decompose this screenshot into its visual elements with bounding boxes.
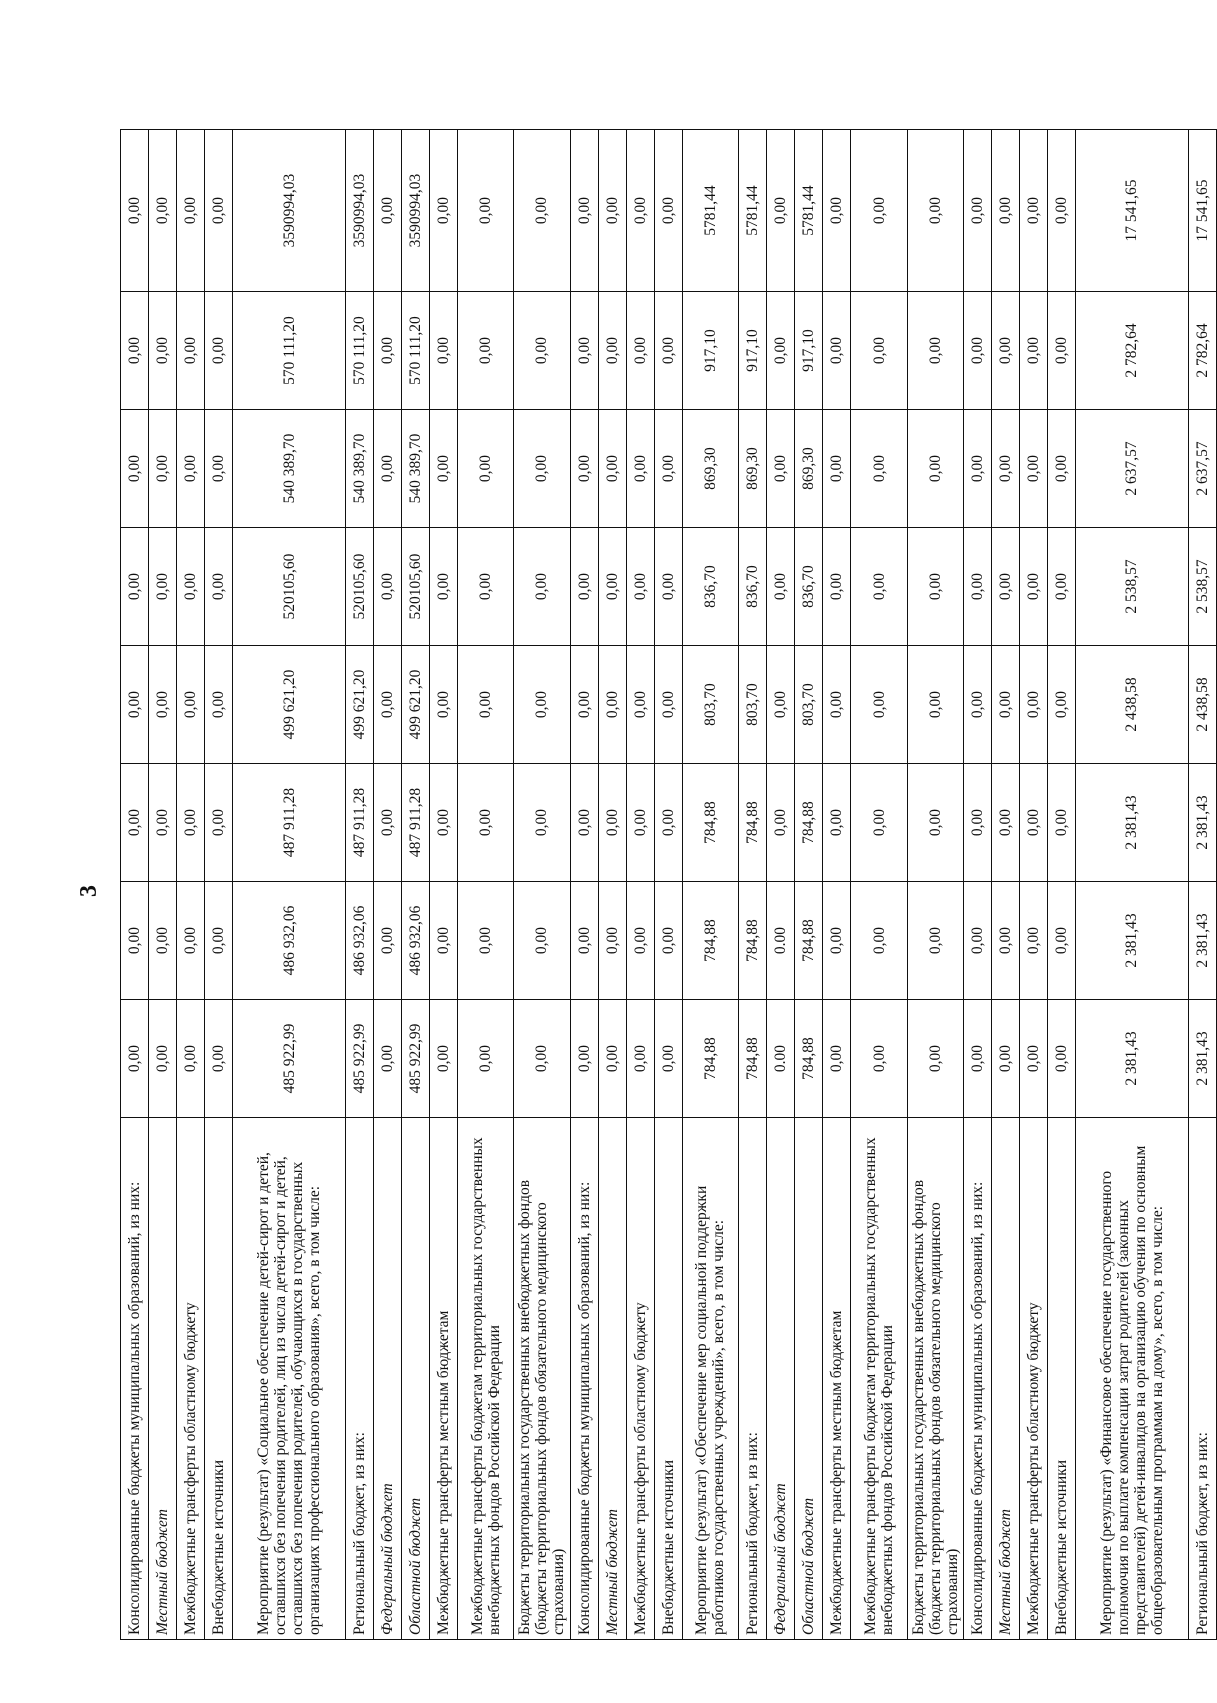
row-label: Региональный бюджет, из них: bbox=[1188, 1118, 1216, 1640]
row-value: 0,00 bbox=[1048, 764, 1076, 882]
row-value: 0,00 bbox=[430, 764, 458, 882]
table-row bbox=[626, 130, 654, 1640]
row-value: 0,00 bbox=[149, 292, 177, 410]
row-value: 917,10 bbox=[739, 292, 767, 410]
row-value: 0,00 bbox=[626, 882, 654, 1000]
row-label: Внебюджетные источники bbox=[1048, 1118, 1076, 1640]
row-value: 0.00 bbox=[767, 882, 795, 1000]
row-value: 0,00 bbox=[1048, 646, 1076, 764]
row-value: 0,00 bbox=[121, 1000, 149, 1118]
row-value: 499 621,20 bbox=[401, 646, 429, 764]
table-row bbox=[345, 130, 373, 1640]
table-row bbox=[1188, 130, 1216, 1640]
row-label: Консолидированные бюджеты муниципальных образований, из них: bbox=[963, 1118, 991, 1640]
row-value: 0,00 bbox=[907, 646, 963, 764]
table-row bbox=[121, 130, 149, 1640]
row-value: 784,88 bbox=[739, 764, 767, 882]
row-value: 0.00 bbox=[767, 1000, 795, 1118]
row-label: Областной бюджет bbox=[795, 1118, 823, 1640]
table-row bbox=[570, 130, 598, 1640]
row-value: 0,00 bbox=[1048, 410, 1076, 528]
row-value: 0,00 bbox=[823, 528, 851, 646]
row-value: 0,00 bbox=[626, 764, 654, 882]
row-value: 0,00 bbox=[570, 646, 598, 764]
row-value: 0,00 bbox=[823, 764, 851, 882]
row-value: 0,00 bbox=[570, 882, 598, 1000]
row-value: 487 911,28 bbox=[233, 764, 345, 882]
row-value: 0,00 bbox=[373, 292, 401, 410]
row-label: Областной бюджет bbox=[401, 1118, 429, 1640]
row-value: 0,00 bbox=[205, 130, 233, 292]
row-value: 784,88 bbox=[795, 764, 823, 882]
row-value: 0,00 bbox=[823, 646, 851, 764]
row-value: 0,00 bbox=[430, 1000, 458, 1118]
row-value: 0,00 bbox=[1048, 130, 1076, 292]
table-row bbox=[1048, 130, 1076, 1640]
row-value: 0,00 bbox=[1020, 130, 1048, 292]
row-value: 0,00 bbox=[598, 528, 626, 646]
row-value: 0,00 bbox=[570, 764, 598, 882]
row-value: 520105,60 bbox=[233, 528, 345, 646]
row-value: 570 111,20 bbox=[345, 292, 373, 410]
row-value: 0,00 bbox=[205, 882, 233, 1000]
row-value: 0,00 bbox=[1020, 410, 1048, 528]
row-value: 0,00 bbox=[205, 1000, 233, 1118]
row-label: Внебюджетные источники bbox=[205, 1118, 233, 1640]
row-value: 3590994,03 bbox=[233, 130, 345, 292]
table-row bbox=[1020, 130, 1048, 1640]
row-value: 0,00 bbox=[823, 882, 851, 1000]
row-value: 0,00 bbox=[121, 646, 149, 764]
table-row bbox=[767, 130, 795, 1640]
row-value: 0,00 bbox=[626, 410, 654, 528]
row-value: 5781,44 bbox=[682, 130, 738, 292]
row-value: 0,00 bbox=[991, 130, 1019, 292]
row-value: 0,00 bbox=[430, 646, 458, 764]
row-value: 0,00 bbox=[823, 130, 851, 292]
row-value: 0,00 bbox=[458, 292, 514, 410]
table-row bbox=[430, 130, 458, 1640]
table-row bbox=[739, 130, 767, 1640]
row-value: 0,00 bbox=[570, 130, 598, 292]
row-value: 0,00 bbox=[177, 1000, 205, 1118]
row-value: 0,00 bbox=[991, 528, 1019, 646]
row-value: 0,00 bbox=[1048, 882, 1076, 1000]
row-value: 0,00 bbox=[514, 292, 570, 410]
row-value: 0,00 bbox=[205, 410, 233, 528]
row-value: 0,00 bbox=[1020, 764, 1048, 882]
row-label: Межбюджетные трансферты бюджетам территориальных государственных внебюджетных фондов Российской Федерации bbox=[851, 1118, 907, 1640]
row-value: 2 438,58 bbox=[1188, 646, 1216, 764]
row-value: 0,00 bbox=[514, 764, 570, 882]
row-value: 2 381,43 bbox=[1188, 882, 1216, 1000]
row-value: 2 438,58 bbox=[1076, 646, 1188, 764]
row-value: 0,00 bbox=[991, 410, 1019, 528]
row-value: 0,00 bbox=[570, 528, 598, 646]
table-row bbox=[654, 130, 682, 1640]
row-value: 0,00 bbox=[767, 130, 795, 292]
row-value: 2 538,57 bbox=[1076, 528, 1188, 646]
row-value: 520105,60 bbox=[345, 528, 373, 646]
row-value: 0,00 bbox=[177, 410, 205, 528]
row-value: 2 381,43 bbox=[1188, 1000, 1216, 1118]
document-page bbox=[76, 40, 1211, 1640]
table-row bbox=[991, 130, 1019, 1640]
row-value: 0,00 bbox=[177, 528, 205, 646]
row-value: 0,00 bbox=[373, 764, 401, 882]
row-value: 0,00 bbox=[626, 528, 654, 646]
row-label: Межбюджетные трансферты областному бюджету bbox=[177, 1118, 205, 1640]
row-value: 2 782,64 bbox=[1076, 292, 1188, 410]
row-label: Федеральный бюджет bbox=[767, 1118, 795, 1640]
row-value: 0,00 bbox=[626, 130, 654, 292]
row-value: 836,70 bbox=[739, 528, 767, 646]
row-value: 0,00 bbox=[1048, 292, 1076, 410]
row-value: 487 911,28 bbox=[345, 764, 373, 882]
row-value: 0,00 bbox=[121, 528, 149, 646]
row-value: 0,00 bbox=[373, 1000, 401, 1118]
row-value: 0,00 bbox=[514, 882, 570, 1000]
row-value: 2 538,57 bbox=[1188, 528, 1216, 646]
row-label: Местный бюджет bbox=[598, 1118, 626, 1640]
row-value: 486 932,06 bbox=[401, 882, 429, 1000]
row-value: 0,00 bbox=[514, 1000, 570, 1118]
row-value: 0,00 bbox=[598, 882, 626, 1000]
row-value: 0,00 bbox=[373, 410, 401, 528]
row-value: 2 381,43 bbox=[1076, 882, 1188, 1000]
row-value: 0,00 bbox=[570, 1000, 598, 1118]
row-value: 0,00 bbox=[767, 292, 795, 410]
row-value: 485 922,99 bbox=[345, 1000, 373, 1118]
row-label: Консолидированные бюджеты муниципальных образований, из них: bbox=[570, 1118, 598, 1640]
row-value: 0,00 bbox=[1020, 292, 1048, 410]
row-label: Федеральный бюджет bbox=[373, 1118, 401, 1640]
row-value: 0,00 bbox=[991, 764, 1019, 882]
row-value: 0,00 bbox=[851, 882, 907, 1000]
row-value: 0,00 bbox=[458, 764, 514, 882]
row-value: 0,00 bbox=[907, 410, 963, 528]
table-row bbox=[795, 130, 823, 1640]
row-value: 0,00 bbox=[654, 292, 682, 410]
row-value: 3590994,03 bbox=[401, 130, 429, 292]
row-value: 0,00 bbox=[654, 410, 682, 528]
row-value: 0,00 bbox=[1020, 882, 1048, 1000]
row-value: 540 389,70 bbox=[401, 410, 429, 528]
row-value: 0,00 bbox=[851, 528, 907, 646]
row-value: 486 932,06 bbox=[233, 882, 345, 1000]
row-value: 499 621,20 bbox=[233, 646, 345, 764]
row-value: 0,00 bbox=[654, 882, 682, 1000]
row-value: 485 922,99 bbox=[233, 1000, 345, 1118]
row-value: 2 782,64 bbox=[1188, 292, 1216, 410]
row-value: 784,88 bbox=[739, 882, 767, 1000]
row-value: 0,00 bbox=[1048, 528, 1076, 646]
row-value: 0,00 bbox=[991, 292, 1019, 410]
row-label: Межбюджетные трансферты бюджетам территориальных государственных внебюджетных фондов Российской Федерации bbox=[458, 1118, 514, 1640]
table-row bbox=[682, 130, 738, 1640]
row-value: 540 389,70 bbox=[345, 410, 373, 528]
row-value: 0,00 bbox=[514, 646, 570, 764]
row-label: Внебюджетные источники bbox=[654, 1118, 682, 1640]
row-value: 0,00 bbox=[1020, 1000, 1048, 1118]
row-label: Бюджеты территориальных государственных внебюджетных фондов (бюджеты территориальных фондов обязательного медицинского страхования) bbox=[907, 1118, 963, 1640]
row-label: Межбюджетные трансферты областному бюджету bbox=[1020, 1118, 1048, 1640]
row-value: 869,30 bbox=[739, 410, 767, 528]
row-value: 0,00 bbox=[514, 528, 570, 646]
row-value: 0,00 bbox=[907, 882, 963, 1000]
row-value: 0,00 bbox=[205, 764, 233, 882]
row-value: 0,00 bbox=[907, 528, 963, 646]
row-value: 0,00 bbox=[1020, 646, 1048, 764]
row-value: 0,00 bbox=[458, 130, 514, 292]
row-value: 0,00 bbox=[373, 882, 401, 1000]
row-value: 0,00 bbox=[851, 646, 907, 764]
row-value: 0,00 bbox=[458, 1000, 514, 1118]
row-value: 2 381,43 bbox=[1188, 764, 1216, 882]
row-value: 520105,60 bbox=[401, 528, 429, 646]
row-value: 0,00 bbox=[177, 130, 205, 292]
row-value: 784,88 bbox=[795, 882, 823, 1000]
row-value: 0,00 bbox=[907, 292, 963, 410]
row-value: 0,00 bbox=[767, 528, 795, 646]
row-value: 486 932,06 bbox=[345, 882, 373, 1000]
row-value: 2 637,57 bbox=[1076, 410, 1188, 528]
row-value: 0,00 bbox=[598, 410, 626, 528]
row-value: 2 381,43 bbox=[1076, 764, 1188, 882]
table-row bbox=[907, 130, 963, 1640]
row-value: 0,00 bbox=[907, 764, 963, 882]
row-value: 0,00 bbox=[963, 528, 991, 646]
row-value: 0,00 bbox=[205, 646, 233, 764]
row-value: 836,70 bbox=[795, 528, 823, 646]
row-value: 0,00 bbox=[205, 292, 233, 410]
row-value: 0,00 bbox=[149, 130, 177, 292]
row-value: 0,00 bbox=[598, 1000, 626, 1118]
row-value: 0,00 bbox=[963, 410, 991, 528]
row-value: 0,00 bbox=[907, 1000, 963, 1118]
row-value: 0,00 bbox=[823, 292, 851, 410]
row-value: 917,10 bbox=[682, 292, 738, 410]
row-value: 0,00 bbox=[1020, 528, 1048, 646]
row-label: Региональный бюджет, из них: bbox=[739, 1118, 767, 1640]
row-value: 0,00 bbox=[458, 528, 514, 646]
row-label: Мероприятие (результат) «Обеспечение мер социальной поддержки работников государственных учреждений», всего, в том числе: bbox=[682, 1118, 738, 1640]
row-value: 803,70 bbox=[682, 646, 738, 764]
row-value: 0,00 bbox=[598, 764, 626, 882]
row-value: 0,00 bbox=[654, 528, 682, 646]
row-value: 0,00 bbox=[149, 410, 177, 528]
row-value: 0,00 bbox=[121, 764, 149, 882]
row-value: 0,00 bbox=[963, 1000, 991, 1118]
row-value: 0,00 bbox=[121, 130, 149, 292]
row-value: 0,00 bbox=[598, 292, 626, 410]
row-value: 0,00 bbox=[851, 130, 907, 292]
row-value: 0,00 bbox=[963, 292, 991, 410]
row-value: 3590994,03 bbox=[345, 130, 373, 292]
row-value: 0,00 bbox=[121, 882, 149, 1000]
row-value: 0,00 bbox=[430, 528, 458, 646]
row-value: 0,00 bbox=[991, 1000, 1019, 1118]
row-value: 784,88 bbox=[682, 882, 738, 1000]
row-value: 17 541,65 bbox=[1076, 130, 1188, 292]
row-value: 836,70 bbox=[682, 528, 738, 646]
row-value: 0,00 bbox=[149, 1000, 177, 1118]
row-value: 0,00 bbox=[570, 292, 598, 410]
row-value: 0,00 bbox=[626, 646, 654, 764]
row-value: 869,30 bbox=[682, 410, 738, 528]
row-value: 2 637,57 bbox=[1188, 410, 1216, 528]
row-value: 17 541,65 bbox=[1188, 130, 1216, 292]
row-value: 0,00 bbox=[626, 1000, 654, 1118]
row-value: 0,00 bbox=[458, 882, 514, 1000]
row-value: 0,00 bbox=[823, 1000, 851, 1118]
row-value: 0,00 bbox=[963, 130, 991, 292]
table-row bbox=[401, 130, 429, 1640]
row-value: 0,00 bbox=[121, 292, 149, 410]
row-value: 784,88 bbox=[795, 1000, 823, 1118]
row-value: 784,88 bbox=[682, 1000, 738, 1118]
row-value: 0,00 bbox=[177, 882, 205, 1000]
row-value: 0,00 bbox=[177, 646, 205, 764]
row-value: 0,00 bbox=[963, 882, 991, 1000]
budget-table bbox=[120, 129, 1217, 1640]
budget-table-body bbox=[121, 130, 1217, 1640]
row-value: 0,00 bbox=[430, 292, 458, 410]
row-label: Консолидированные бюджеты муниципальных образований, из них: bbox=[121, 1118, 149, 1640]
row-label: Межбюджетные трансферты местным бюджетам bbox=[823, 1118, 851, 1640]
row-value: 0,00 bbox=[205, 528, 233, 646]
row-value: 540 389,70 bbox=[233, 410, 345, 528]
row-value: 0,00 bbox=[654, 646, 682, 764]
table-row bbox=[598, 130, 626, 1640]
row-value: 0,00 bbox=[991, 882, 1019, 1000]
row-value: 0,00 bbox=[373, 130, 401, 292]
row-value: 0,00 bbox=[823, 410, 851, 528]
table-row bbox=[823, 130, 851, 1640]
row-value: 0,00 bbox=[514, 130, 570, 292]
row-value: 0,00 bbox=[149, 528, 177, 646]
row-value: 5781,44 bbox=[795, 130, 823, 292]
row-label: Межбюджетные трансферты местным бюджетам bbox=[430, 1118, 458, 1640]
row-value: 0,00 bbox=[149, 646, 177, 764]
row-label: Местный бюджет bbox=[991, 1118, 1019, 1640]
row-value: 0,00 bbox=[963, 646, 991, 764]
row-label: Мероприятие (результат) «Финансовое обеспечение государственного полномочия по выплате компенсации затрат родителей (законных представителей) детей-инвалидов на организацию обучения по основным общеобразовательным программам на дому», всего, в том числе: bbox=[1076, 1118, 1188, 1640]
row-value: 0,00 bbox=[991, 646, 1019, 764]
row-value: 0,00 bbox=[851, 764, 907, 882]
row-value: 0,00 bbox=[907, 130, 963, 292]
table-row bbox=[373, 130, 401, 1640]
row-value: 0,00 bbox=[654, 764, 682, 882]
row-value: 0,00 bbox=[149, 882, 177, 1000]
row-value: 0,00 bbox=[177, 292, 205, 410]
table-row bbox=[1076, 130, 1188, 1640]
row-value: 2 381,43 bbox=[1076, 1000, 1188, 1118]
row-value: 803,70 bbox=[739, 646, 767, 764]
row-label: Местный бюджет bbox=[149, 1118, 177, 1640]
row-label: Региональный бюджет, из них: bbox=[345, 1118, 373, 1640]
row-value: 499 621,20 bbox=[345, 646, 373, 764]
row-value: 0,00 bbox=[851, 292, 907, 410]
row-value: 917,10 bbox=[795, 292, 823, 410]
row-value: 485 922,99 bbox=[401, 1000, 429, 1118]
row-value: 5781,44 bbox=[739, 130, 767, 292]
row-value: 0,00 bbox=[851, 1000, 907, 1118]
row-value: 0,00 bbox=[121, 410, 149, 528]
row-value: 0,00 bbox=[514, 410, 570, 528]
table-row bbox=[963, 130, 991, 1640]
row-value: 0,00 bbox=[654, 130, 682, 292]
table-row bbox=[205, 130, 233, 1640]
row-value: 784,88 bbox=[739, 1000, 767, 1118]
row-label: Межбюджетные трансферты областному бюджету bbox=[626, 1118, 654, 1640]
row-value: 0,00 bbox=[963, 764, 991, 882]
row-value: 0,00 bbox=[149, 764, 177, 882]
row-value: 0,00 bbox=[458, 410, 514, 528]
row-value: 570 111,20 bbox=[401, 292, 429, 410]
row-value: 0,00 bbox=[851, 410, 907, 528]
row-value: 0,00 bbox=[598, 130, 626, 292]
row-label: Мероприятие (результат) «Социальное обеспечение детей-сирот и детей, оставшихся без попечения родителей, лиц из числа детей-сирот и детей, оставшихся без попечения родителей, обучающихся в государственных организациях профессионального образования», всего, в том числе: bbox=[233, 1118, 345, 1640]
row-value: 0,00 bbox=[458, 646, 514, 764]
row-value: 0,00 bbox=[570, 410, 598, 528]
row-value: 0,00 bbox=[626, 292, 654, 410]
page-number: 3 bbox=[76, 885, 102, 897]
row-value: 0,00 bbox=[373, 528, 401, 646]
table-row bbox=[514, 130, 570, 1640]
table-row bbox=[458, 130, 514, 1640]
row-value: 570 111,20 bbox=[233, 292, 345, 410]
row-value: 0,00 bbox=[177, 764, 205, 882]
row-value: 869,30 bbox=[795, 410, 823, 528]
row-value: 784,88 bbox=[682, 764, 738, 882]
table-row bbox=[233, 130, 345, 1640]
row-value: 0,00 bbox=[373, 646, 401, 764]
row-value: 0,00 bbox=[654, 1000, 682, 1118]
row-value: 803,70 bbox=[795, 646, 823, 764]
row-value: 0,00 bbox=[430, 882, 458, 1000]
row-value: 0,00 bbox=[430, 410, 458, 528]
row-value: 0,00 bbox=[767, 764, 795, 882]
table-row bbox=[149, 130, 177, 1640]
row-value: 487 911,28 bbox=[401, 764, 429, 882]
row-value: 0,00 bbox=[767, 410, 795, 528]
table-row bbox=[177, 130, 205, 1640]
row-value: 0,00 bbox=[767, 646, 795, 764]
row-value: 0,00 bbox=[430, 130, 458, 292]
row-value: 0,00 bbox=[598, 646, 626, 764]
row-value: 0,00 bbox=[1048, 1000, 1076, 1118]
table-row bbox=[851, 130, 907, 1640]
row-label: Бюджеты территориальных государственных внебюджетных фондов (бюджеты территориальных фондов обязательного медицинского страхования) bbox=[514, 1118, 570, 1640]
